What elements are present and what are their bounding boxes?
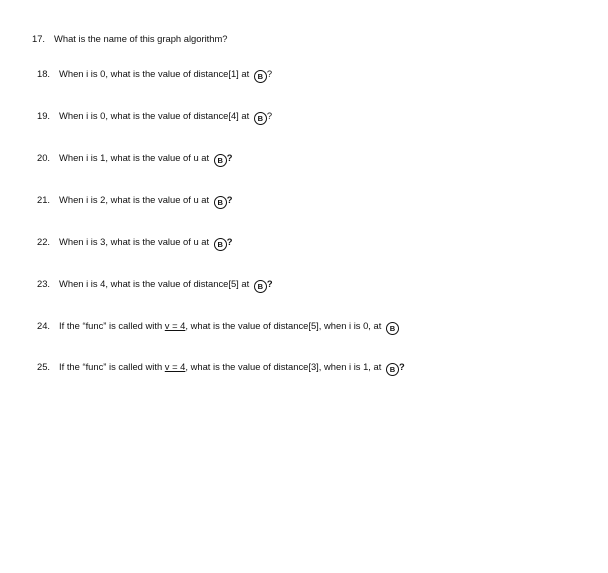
question-text: If the “func” is called with: [59, 361, 163, 372]
question-text: When i is 1, what is the value of u at: [59, 152, 210, 163]
question-text: When i is 4, what is the value of distance[5] at: [59, 278, 250, 289]
question-21: [37, 194, 232, 209]
circled-b-marker: B: [254, 70, 267, 83]
parameter-underlined: v = 4: [164, 320, 186, 331]
question-end: ?: [226, 194, 233, 205]
question-text: When i is 3, what is the value of u at: [59, 236, 210, 247]
circled-b-marker: B: [214, 154, 227, 167]
question-number: 23.: [37, 278, 51, 289]
question-number: 24.: [37, 320, 51, 331]
question-number: 20.: [37, 152, 51, 163]
question-text-continued: , what is the value of distance[5], when i is 0, at: [185, 320, 382, 331]
question-text: When i is 2, what is the value of u at: [59, 194, 210, 205]
question-end: ?: [266, 68, 273, 79]
parameter-underlined: v = 4: [164, 361, 186, 372]
question-end: ?: [266, 278, 273, 289]
question-end: ?: [226, 236, 233, 247]
question-20: [37, 152, 232, 167]
question-text: When i is 0, what is the value of distance[4] at: [59, 110, 250, 121]
question-number: 25.: [37, 361, 51, 372]
circled-b-marker: B: [214, 196, 227, 209]
question-text: What is the name of this graph algorithm?: [54, 33, 228, 44]
question-number: 19.: [37, 110, 51, 121]
question-24: [37, 320, 399, 335]
question-end: ?: [266, 110, 273, 121]
question-25: [37, 361, 405, 376]
circled-b-marker: B: [214, 238, 227, 251]
circled-b-marker: B: [386, 363, 399, 376]
question-17: [32, 33, 228, 45]
circled-b-marker: B: [386, 322, 399, 335]
question-19: [37, 110, 272, 125]
question-18: [37, 68, 272, 83]
circled-b-marker: B: [254, 280, 267, 293]
circled-b-marker: B: [254, 112, 267, 125]
question-number: 21.: [37, 194, 51, 205]
question-text: When i is 0, what is the value of distance[1] at: [59, 68, 250, 79]
question-end: ?: [226, 152, 233, 163]
question-22: [37, 236, 232, 251]
question-text-continued: , what is the value of distance[3], when i is 1, at: [185, 361, 382, 372]
question-number: 18.: [37, 68, 51, 79]
question-number: 17.: [32, 33, 46, 44]
question-number: 22.: [37, 236, 51, 247]
question-end: ?: [398, 361, 405, 372]
question-23: [37, 278, 273, 293]
question-text: If the “func” is called with: [59, 320, 163, 331]
